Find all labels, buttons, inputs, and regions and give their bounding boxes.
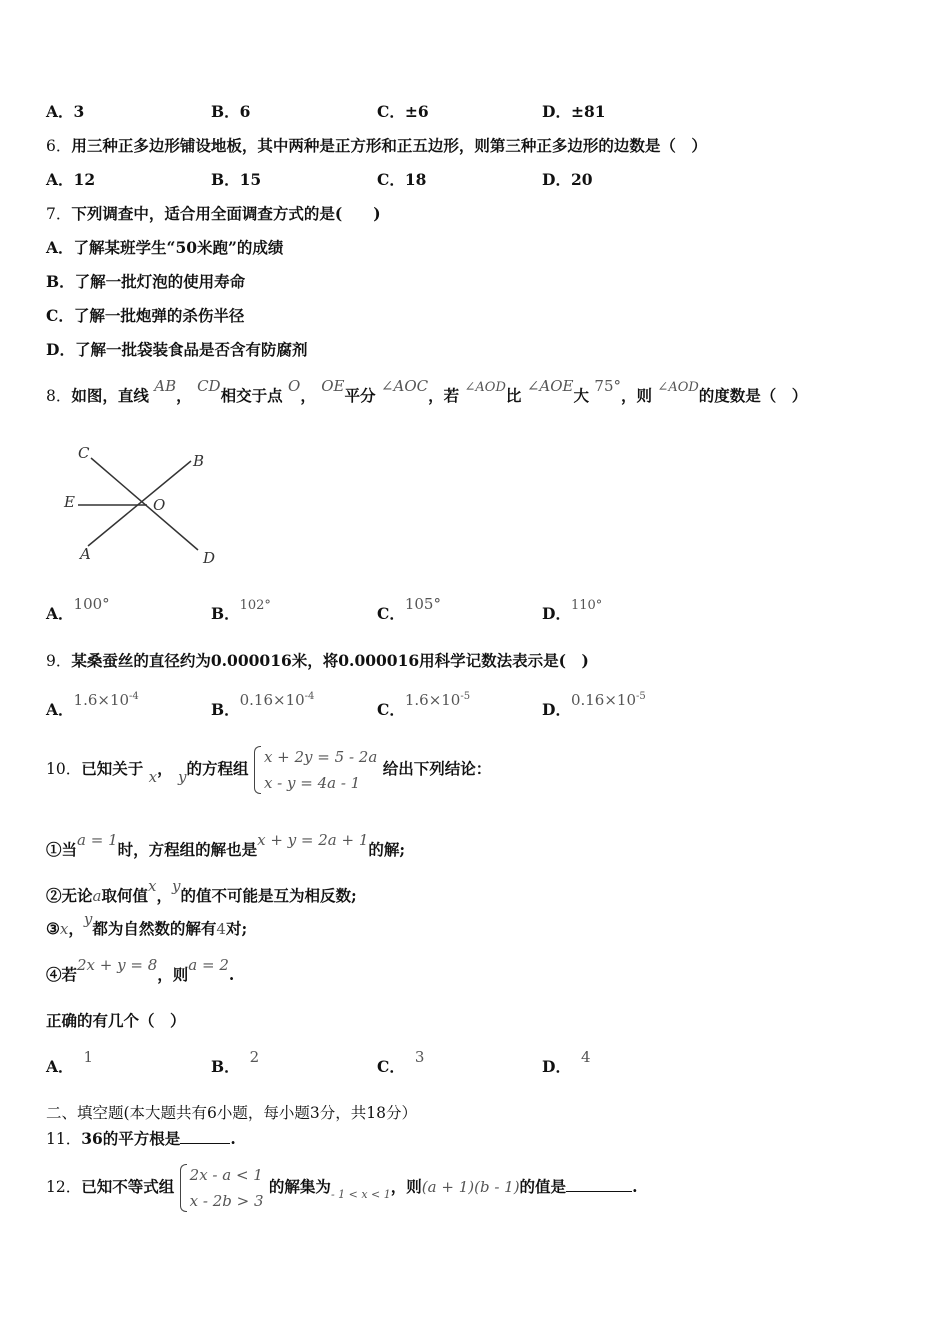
q6-option-b: B．15 (211, 170, 262, 189)
q9-stem: 9．某桑蚕丝的直径约为0.000016米，将0.000016用科学记数法表示是( ) (46, 651, 589, 670)
line-ab (88, 461, 191, 546)
q10-option-b: B． 2 (211, 1048, 260, 1076)
q11-stem: 11．36的平方根是 . (46, 1129, 236, 1148)
q10-option-c: C． 3 (377, 1048, 425, 1076)
label-o: O (153, 496, 166, 514)
q7-stem: 7．下列调查中，适合用全面调查方式的是( ) (46, 204, 381, 223)
label-c: C (78, 444, 90, 462)
q8-option-b: B．$^{102^\circ}$ (211, 598, 271, 623)
q10-equation-system: x + 2y = 5 - 2a x - y = 4a - 1 (254, 744, 377, 796)
q10-conclusion-4: ④若2x + y = 8，则a = 2. (46, 956, 235, 984)
section-2-heading: 二、填空题(本大题共有6小题，每小题3分，共18分） (46, 1104, 417, 1122)
q10-question: 正确的有几个（ ） (46, 1011, 186, 1030)
q7-option-b: B．了解一批灯泡的使用寿命 (46, 272, 246, 291)
q12-stem: 12．已知不等式组 2x - a < 1 x - 2b > 3 的解集为$_{- 1 < x < 1}$，则(a + 1)(b - 1)的值是 . (46, 1162, 637, 1214)
q9-option-c: C．$1.6\times 10^{-5}$ (377, 691, 471, 719)
label-b: B (193, 452, 205, 470)
q8-option-d: D．$^{110^\circ}$ (542, 598, 603, 623)
q10-conclusion-1: ①当a = 1时，方程组的解也是x + y = 2a + 1的解; (46, 831, 406, 859)
q5-option-a: A．3 (46, 102, 85, 121)
q5-option-d: D．±81 (542, 102, 606, 121)
label-d: D (203, 549, 216, 567)
q11-answer-blank[interactable] (180, 1129, 230, 1144)
q10-conclusion-2: ②无论a取何值x，y的值不可能是互为相反数; (46, 877, 357, 905)
q9-option-a: A．$1.6\times 10^{-4}$ (46, 691, 139, 719)
q12-answer-blank[interactable] (566, 1177, 632, 1192)
q12-inequality-system: 2x - a < 1 x - 2b > 3 (180, 1162, 264, 1214)
q5-option-c: C．±6 (377, 102, 429, 121)
q6-option-a: A．12 (46, 170, 96, 189)
q8-option-c: C．105° (377, 595, 441, 623)
q7-option-c: C．了解一批炮弹的杀伤半径 (46, 306, 245, 325)
label-a: A (80, 545, 91, 563)
q10-option-d: D． 4 (542, 1048, 591, 1076)
q10-stem: 10．已知关于 x， y的方程组 x + 2y = 5 - 2a x - y = 4a - 1 给出下列结论： (46, 744, 491, 796)
q8-option-a: A．100° (46, 595, 110, 623)
label-e: E (64, 493, 75, 511)
q6-option-c: C．18 (377, 170, 427, 189)
q9-option-b: B．$0.16\times 10^{-4}$ (211, 691, 315, 719)
line-cd (91, 458, 198, 550)
q8-stem: 8．如图，直线 AB， CD相交于点 O， OE平分 ∠AOC，若 $^{\angle AOD}$比 ∠AOE大 75°，则 $^{\angle AOD}$的度数是（ ） (46, 377, 808, 405)
q6-option-d: D．20 (542, 170, 593, 189)
q10-option-a: A． 1 (46, 1048, 94, 1076)
q6-stem: 6．用三种正多边形铺设地板，其中两种是正方形和正五边形，则第三种正多边形的边数是（ ） (46, 136, 707, 155)
q10-conclusion-3: ③x，y都为自然数的解有4对; (46, 910, 248, 938)
q5-option-b: B．6 (211, 102, 251, 121)
q7-option-a: A．了解某班学生“50米跑”的成绩 (46, 238, 284, 257)
q8-figure (58, 438, 228, 573)
q9-option-d: D．$0.16\times 10^{-5}$ (542, 691, 646, 719)
q7-option-d: D．了解一批袋装食品是否含有防腐剂 (46, 340, 308, 359)
